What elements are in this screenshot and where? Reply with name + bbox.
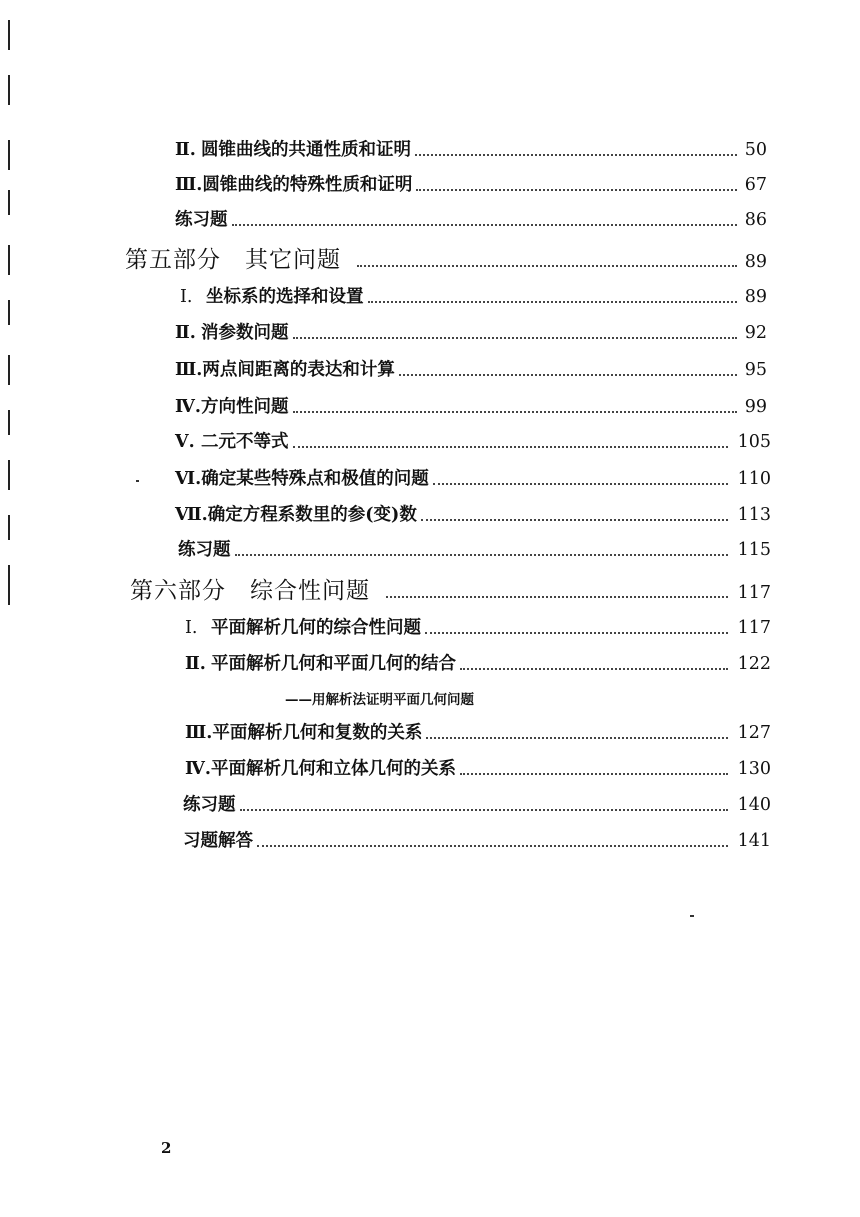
- page-number: 122: [737, 654, 771, 674]
- dot-leader: [386, 596, 728, 598]
- part-heading: [130, 576, 771, 608]
- section-number: Ⅶ.: [175, 505, 208, 525]
- section-title: 平面解析几何和平面几何的结合: [211, 654, 456, 674]
- dot-leader: [357, 265, 737, 267]
- page-number: 50: [744, 140, 767, 160]
- toc-entry: [185, 616, 771, 640]
- toc-entry: [175, 208, 767, 232]
- binding-mark: [8, 460, 10, 490]
- page-number: 130: [737, 759, 771, 779]
- dot-leader: [415, 154, 737, 156]
- section-title: 两点间距离的表达和计算: [202, 360, 395, 380]
- toc-entry: [175, 467, 771, 491]
- toc-entry: [175, 358, 767, 382]
- page-number: 89: [744, 252, 767, 272]
- section-number: Ⅳ.: [175, 397, 201, 417]
- section-number: Ⅴ.: [175, 432, 195, 452]
- dot-leader: [293, 446, 728, 448]
- part-title: 第六部分 综合性问题: [130, 578, 370, 604]
- exercise-title: 练习题: [175, 210, 228, 230]
- section-number: Ⅳ.: [185, 759, 211, 779]
- toc-entry: [183, 829, 771, 853]
- toc-entry: [175, 321, 767, 345]
- section-title: 坐标系的选择和设置: [206, 287, 364, 307]
- page-folio: 2: [161, 1139, 172, 1157]
- section-number: Ⅲ.: [175, 360, 203, 380]
- section-number: Ⅱ.: [185, 654, 206, 674]
- toc-entry: [178, 538, 771, 562]
- section-title: 圆锥曲线的共通性质和证明: [201, 140, 411, 160]
- page-number: 117: [737, 583, 771, 603]
- toc-entry: [185, 652, 771, 676]
- section-number: Ⅱ.: [175, 323, 196, 343]
- toc-entry: [185, 757, 771, 781]
- toc-entry: [175, 173, 767, 197]
- section-subtitle: ——用解析法证明平面几何问题: [285, 692, 474, 708]
- toc-entry: [180, 285, 767, 309]
- binding-mark: [8, 75, 10, 105]
- answers-title: 习题解答: [183, 831, 253, 851]
- binding-mark: [8, 565, 10, 605]
- dot-leader: [460, 773, 728, 775]
- dot-leader: [240, 809, 728, 811]
- page-number: 141: [737, 831, 771, 851]
- dot-leader: [399, 374, 737, 376]
- section-number: Ⅰ.: [180, 287, 193, 307]
- toc-entry: [175, 138, 767, 162]
- binding-mark: [8, 410, 10, 435]
- dot-leader: [426, 737, 727, 739]
- section-title: 圆锥曲线的特殊性质和证明: [202, 175, 413, 195]
- section-number: Ⅵ.: [175, 469, 202, 489]
- binding-mark: [8, 245, 10, 275]
- binding-mark: [8, 515, 10, 540]
- page-number: 113: [737, 505, 771, 525]
- dot-leader: [425, 632, 728, 634]
- section-title: 平面解析几何和复数的关系: [212, 723, 423, 743]
- page-number: 89: [744, 287, 767, 307]
- scan-speck: [136, 480, 139, 482]
- section-number: Ⅰ.: [185, 618, 198, 638]
- section-title: 平面解析几何和立体几何的关系: [211, 759, 456, 779]
- section-title: 消参数问题: [201, 323, 289, 343]
- page-number: 67: [744, 175, 767, 195]
- dot-leader: [460, 668, 728, 670]
- part-title: 第五部分 其它问题: [125, 247, 341, 273]
- part-heading: [125, 245, 767, 277]
- binding-mark: [8, 20, 10, 50]
- page-number: 86: [744, 210, 767, 230]
- page-number: 92: [744, 323, 767, 343]
- binding-mark: [8, 140, 10, 170]
- dot-leader: [421, 519, 728, 521]
- page-number: 95: [744, 360, 767, 380]
- binding-mark: [8, 190, 10, 215]
- toc-entry: [175, 395, 767, 419]
- toc-entry: [185, 721, 771, 745]
- scan-speck: [690, 915, 694, 917]
- toc-entry: [175, 503, 771, 527]
- dot-leader: [293, 411, 738, 413]
- section-number: Ⅱ.: [175, 140, 196, 160]
- page-number: 127: [737, 723, 771, 743]
- section-title: 平面解析几何的综合性问题: [211, 618, 421, 638]
- exercise-title: 练习题: [183, 795, 236, 815]
- toc-entry: [183, 793, 771, 817]
- section-title: 确定方程系数里的参(变)数: [207, 505, 417, 525]
- section-title: 方向性问题: [201, 397, 289, 417]
- section-title: 二元不等式: [201, 432, 289, 452]
- binding-mark: [8, 300, 10, 325]
- dot-leader: [235, 554, 728, 556]
- dot-leader: [257, 845, 728, 847]
- toc-entry: [175, 430, 771, 454]
- dot-leader: [416, 189, 737, 191]
- section-number: Ⅲ.: [175, 175, 203, 195]
- section-title: 确定某些特殊点和极值的问题: [201, 469, 429, 489]
- page-number: 110: [737, 469, 771, 489]
- dot-leader: [433, 483, 728, 485]
- dot-leader: [293, 337, 738, 339]
- page-number: 105: [737, 432, 771, 452]
- dot-leader: [368, 301, 738, 303]
- binding-mark: [8, 355, 10, 385]
- page-number: 115: [737, 540, 771, 560]
- exercise-title: 练习题: [178, 540, 231, 560]
- page-number: 117: [737, 618, 771, 638]
- page-number: 99: [744, 397, 767, 417]
- dot-leader: [232, 224, 738, 226]
- section-number: Ⅲ.: [185, 723, 213, 743]
- page-number: 140: [737, 795, 771, 815]
